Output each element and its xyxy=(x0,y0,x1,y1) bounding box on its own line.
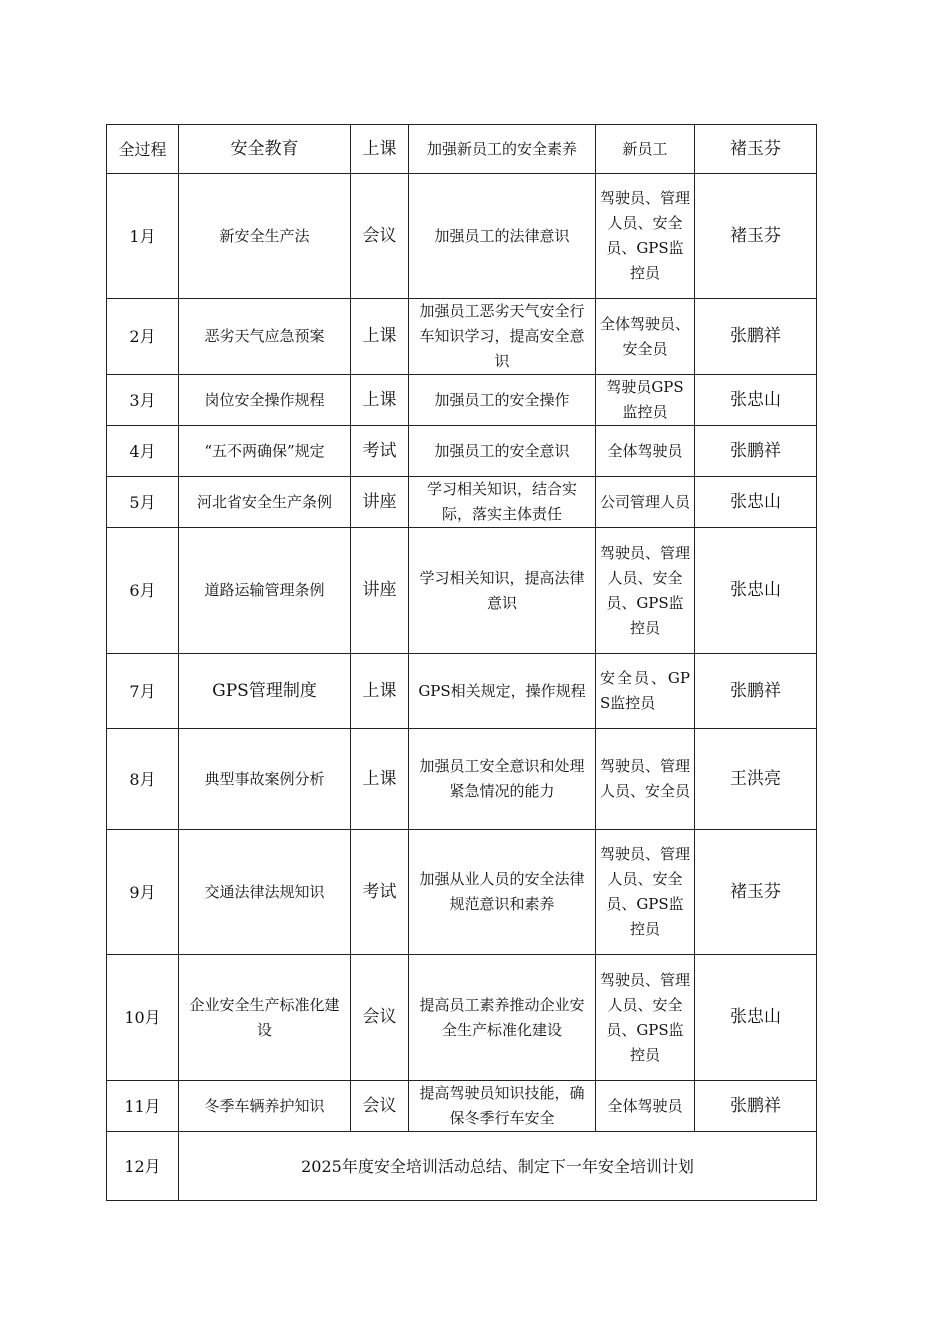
purpose-cell: 加强从业人员的安全法律规范意识和素养 xyxy=(409,830,596,955)
table-row xyxy=(107,654,817,729)
table-row xyxy=(107,375,817,426)
table-row xyxy=(107,955,817,1081)
purpose-cell: 加强员工的法律意识 xyxy=(409,174,596,299)
audience-cell: 驾驶员、管理人员、安全员、GPS监控员 xyxy=(596,830,695,955)
purpose-cell: 加强员工安全意识和处理紧急情况的能力 xyxy=(409,729,596,830)
table-row xyxy=(107,426,817,477)
table-row xyxy=(107,528,817,654)
purpose-cell: 提高员工素养推动企业安全生产标准化建设 xyxy=(409,955,596,1081)
lecturer-cell: 张鹏祥 xyxy=(695,426,817,477)
lecturer-cell: 张鹏祥 xyxy=(695,654,817,729)
form-cell: 上课 xyxy=(351,375,409,426)
month-cell: 8月 xyxy=(107,729,179,830)
topic-cell: 岗位安全操作规程 xyxy=(179,375,351,426)
lecturer-cell: 王洪亮 xyxy=(695,729,817,830)
audience-cell: 新员工 xyxy=(596,125,695,174)
lecturer-cell: 张忠山 xyxy=(695,375,817,426)
month-cell: 7月 xyxy=(107,654,179,729)
purpose-cell: 加强员工的安全意识 xyxy=(409,426,596,477)
lecturer-cell: 张忠山 xyxy=(695,528,817,654)
form-cell: 考试 xyxy=(351,830,409,955)
purpose-cell: 学习相关知识，结合实际，落实主体责任 xyxy=(409,477,596,528)
topic-cell: 道路运输管理条例 xyxy=(179,528,351,654)
form-cell: 会议 xyxy=(351,955,409,1081)
form-cell: 上课 xyxy=(351,654,409,729)
purpose-cell: 学习相关知识，提高法律意识 xyxy=(409,528,596,654)
training-plan-table xyxy=(106,124,817,1201)
table-row xyxy=(107,477,817,528)
month-cell: 12月 xyxy=(107,1132,179,1201)
table-row xyxy=(107,174,817,299)
lecturer-cell: 褚玉芬 xyxy=(695,174,817,299)
month-cell: 3月 xyxy=(107,375,179,426)
purpose-cell: 加强员工的安全操作 xyxy=(409,375,596,426)
audience-cell: 公司管理人员 xyxy=(596,477,695,528)
table-row xyxy=(107,729,817,830)
form-cell: 会议 xyxy=(351,1081,409,1132)
form-cell: 会议 xyxy=(351,174,409,299)
month-cell: 1月 xyxy=(107,174,179,299)
audience-cell: 全体驾驶员 xyxy=(596,426,695,477)
lecturer-cell: 张鹏祥 xyxy=(695,1081,817,1132)
topic-cell: 恶劣天气应急预案 xyxy=(179,299,351,375)
table-row xyxy=(107,830,817,955)
month-cell: 4月 xyxy=(107,426,179,477)
lecturer-cell: 张忠山 xyxy=(695,955,817,1081)
form-cell: 上课 xyxy=(351,125,409,174)
month-cell: 2月 xyxy=(107,299,179,375)
month-cell: 9月 xyxy=(107,830,179,955)
topic-cell: 交通法律法规知识 xyxy=(179,830,351,955)
table-row xyxy=(107,299,817,375)
audience-cell: 全体驾驶员、安全员 xyxy=(596,299,695,375)
summary-row xyxy=(107,1132,817,1201)
purpose-cell: 加强新员工的安全素养 xyxy=(409,125,596,174)
form-cell: 讲座 xyxy=(351,477,409,528)
month-cell: 11月 xyxy=(107,1081,179,1132)
audience-cell: 全体驾驶员 xyxy=(596,1081,695,1132)
month-cell: 10月 xyxy=(107,955,179,1081)
purpose-cell: 加强员工恶劣天气安全行车知识学习，提高安全意识 xyxy=(409,299,596,375)
lecturer-cell: 张鹏祥 xyxy=(695,299,817,375)
form-cell: 讲座 xyxy=(351,528,409,654)
audience-cell: 驾驶员、管理人员、安全员、GPS监控员 xyxy=(596,955,695,1081)
month-cell: 5月 xyxy=(107,477,179,528)
audience-cell: 驾驶员、管理人员、安全员、GPS监控员 xyxy=(596,174,695,299)
form-cell: 考试 xyxy=(351,426,409,477)
form-cell: 上课 xyxy=(351,729,409,830)
month-cell: 全过程 xyxy=(107,125,179,174)
lecturer-cell: 张忠山 xyxy=(695,477,817,528)
topic-cell: 企业安全生产标准化建设 xyxy=(179,955,351,1081)
audience-cell: 驾驶员GPS监控员 xyxy=(596,375,695,426)
lecturer-cell: 褚玉芬 xyxy=(695,125,817,174)
purpose-cell: 提高驾驶员知识技能，确保冬季行车安全 xyxy=(409,1081,596,1132)
purpose-cell: GPS相关规定，操作规程 xyxy=(409,654,596,729)
topic-cell: 河北省安全生产条例 xyxy=(179,477,351,528)
table-row xyxy=(107,125,817,174)
audience-cell: 安全员、GPS监控员 xyxy=(596,654,695,729)
topic-cell: GPS管理制度 xyxy=(179,654,351,729)
audience-cell: 驾驶员、管理人员、安全员 xyxy=(596,729,695,830)
month-cell: 6月 xyxy=(107,528,179,654)
lecturer-cell: 褚玉芬 xyxy=(695,830,817,955)
audience-cell: 驾驶员、管理人员、安全员、GPS监控员 xyxy=(596,528,695,654)
topic-cell: 典型事故案例分析 xyxy=(179,729,351,830)
annual-summary-text: 2025年度安全培训活动总结、制定下一年安全培训计划 xyxy=(179,1132,817,1201)
topic-cell: 新安全生产法 xyxy=(179,174,351,299)
table-row xyxy=(107,1081,817,1132)
topic-cell: “五不两确保”规定 xyxy=(179,426,351,477)
topic-cell: 安全教育 xyxy=(179,125,351,174)
topic-cell: 冬季车辆养护知识 xyxy=(179,1081,351,1132)
form-cell: 上课 xyxy=(351,299,409,375)
